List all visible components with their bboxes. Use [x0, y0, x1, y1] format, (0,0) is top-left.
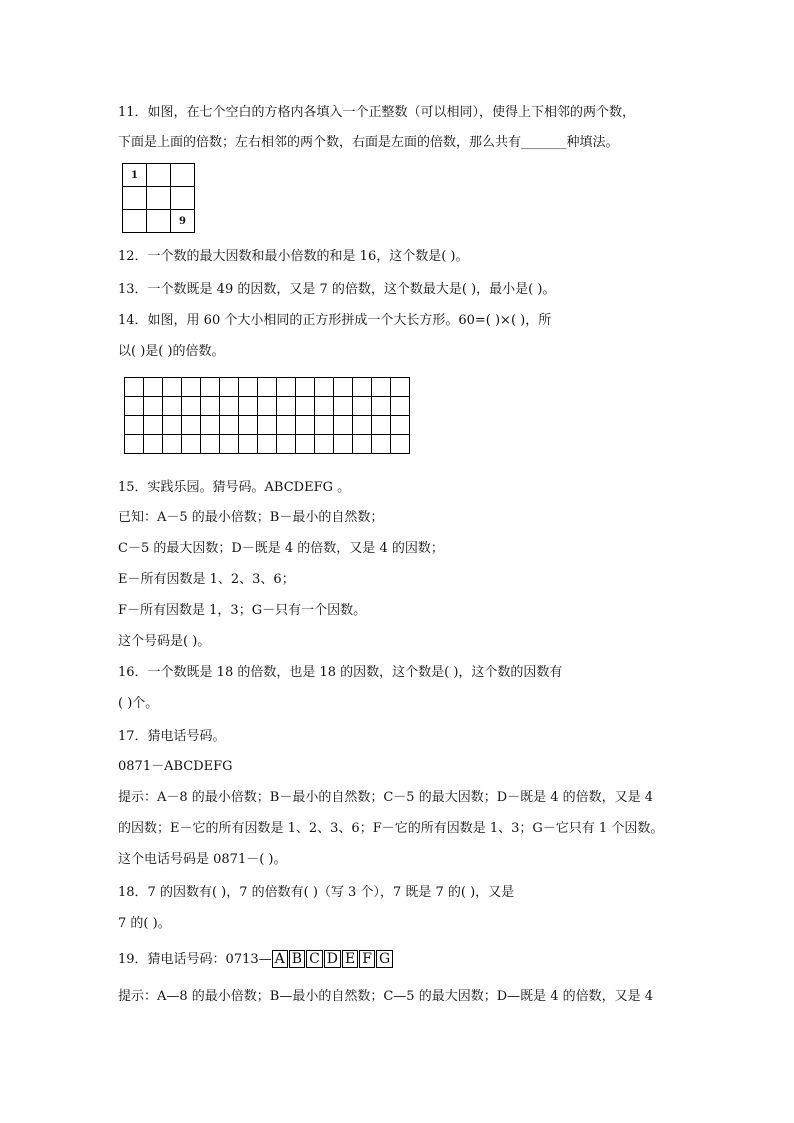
- grid-square: [163, 378, 182, 397]
- grid-square: [296, 397, 315, 416]
- q16-line1: 16．一个数既是 18 的倍数，也是 18 的因数，这个数是( )，这个数的因数有: [118, 665, 563, 680]
- grid-square: [163, 435, 182, 454]
- grid-square: [391, 397, 410, 416]
- grid-square: [258, 435, 277, 454]
- grid-square: [315, 397, 334, 416]
- grid-square: [182, 416, 201, 435]
- grid-square: [391, 416, 410, 435]
- q19-letter-box: A: [272, 950, 288, 968]
- q15-line4: E－所有因数是 1、2、3、6；: [118, 572, 295, 587]
- q11-cell: [123, 210, 147, 233]
- grid-square: [125, 397, 144, 416]
- q15-line2: 已知：A－5 的最小倍数；B－最小的自然数；: [118, 510, 384, 525]
- q18-line2: 7 的( )。: [118, 916, 171, 931]
- grid-square: [125, 378, 144, 397]
- grid-square: [315, 416, 334, 435]
- q19-letter-box: F: [359, 950, 375, 968]
- grid-square: [220, 416, 239, 435]
- grid-square: [277, 397, 296, 416]
- grid-square: [144, 435, 163, 454]
- grid-square: [372, 416, 391, 435]
- q14-line2: 以( )是( )的倍数。: [118, 344, 225, 359]
- grid-square: [258, 378, 277, 397]
- grid-square: [239, 416, 258, 435]
- grid-square: [353, 416, 372, 435]
- q11-cell: 1: [123, 164, 147, 187]
- q17-line4: 的因数；E－它的所有因数是 1、2、3、6；F－它的所有因数是 1、3；G－它只有 1 个因数。: [118, 821, 664, 836]
- grid-square: [296, 378, 315, 397]
- grid-row: [125, 416, 410, 435]
- grid-row: [125, 435, 410, 454]
- grid-square: [372, 397, 391, 416]
- q11-cell: 9: [171, 210, 195, 233]
- grid-square: [163, 397, 182, 416]
- grid-square: [277, 416, 296, 435]
- grid-square: [182, 378, 201, 397]
- grid-square: [201, 416, 220, 435]
- q19-prefix: 19．猜电话号码：0713—: [118, 952, 272, 967]
- q19-letter-box: C: [306, 950, 323, 968]
- q11-cell: [147, 187, 171, 210]
- q15-line1: 15．实践乐园。猜号码。ABCDEFG 。: [118, 480, 351, 495]
- grid-square: [144, 416, 163, 435]
- grid-square: [334, 416, 353, 435]
- q11-grid: [122, 163, 195, 233]
- q12-line: 12．一个数的最大因数和最小倍数的和是 16，这个数是( )。: [118, 249, 469, 264]
- q16-line2: ( )个。: [118, 696, 159, 711]
- q17-line5: 这个电话号码是 0871－( )。: [118, 852, 287, 867]
- q11-cell: [171, 164, 195, 187]
- q19-line1: [118, 950, 394, 969]
- q15-line6: 这个号码是( )。: [118, 634, 211, 649]
- q14-line1: 14．如图，用 60 个大小相同的正方形拼成一个大长方形。60=( )×( )，所: [118, 313, 552, 328]
- grid-square: [334, 435, 353, 454]
- grid-square: [315, 378, 334, 397]
- q11-line2: 下面是上面的倍数；左右相邻的两个数，右面是左面的倍数，那么共有_______种填法。: [118, 135, 619, 150]
- grid-square: [125, 435, 144, 454]
- grid-square: [296, 416, 315, 435]
- q15-line3: C－5 的最大因数；D－既是 4 的倍数，又是 4 的因数；: [118, 541, 444, 556]
- q19-letter-box: B: [289, 950, 305, 968]
- grid-square: [220, 397, 239, 416]
- grid-square: [239, 378, 258, 397]
- grid-square: [315, 435, 334, 454]
- q15-line5: F－所有因数是 1，3；G－只有一个因数。: [118, 603, 367, 618]
- q11-cell: [147, 210, 171, 233]
- grid-square: [144, 378, 163, 397]
- grid-square: [391, 378, 410, 397]
- q11-cell: [147, 164, 171, 187]
- grid-square: [372, 435, 391, 454]
- grid-square: [391, 435, 410, 454]
- grid-square: [258, 416, 277, 435]
- grid-square: [277, 435, 296, 454]
- q19-letter-box: G: [376, 950, 393, 968]
- grid-square: [353, 435, 372, 454]
- grid-square: [201, 397, 220, 416]
- grid-square: [277, 378, 296, 397]
- q19-letter-box: D: [324, 950, 341, 968]
- q17-line1: 17．猜电话号码。: [118, 729, 226, 744]
- grid-square: [144, 397, 163, 416]
- grid-square: [239, 397, 258, 416]
- q19-letter-boxes: [272, 950, 395, 969]
- grid-square: [334, 397, 353, 416]
- grid-square: [220, 435, 239, 454]
- q17-line3: 提示：A－8 的最小倍数；B－最小的自然数；C－5 的最大因数；D－既是 4 的倍数，又是 4: [118, 790, 654, 805]
- grid-square: [201, 435, 220, 454]
- q11-line1: 11．如图，在七个空白的方格内各填入一个正整数（可以相同），使得上下相邻的两个数，: [118, 105, 636, 120]
- grid-square: [125, 416, 144, 435]
- grid-square: [239, 435, 258, 454]
- grid-square: [334, 378, 353, 397]
- q18-line1: 18．7 的因数有( )，7 的倍数有( )（写 3 个），7 既是 7 的( )，又是: [118, 885, 515, 900]
- grid-square: [353, 397, 372, 416]
- q17-line2: 0871－ABCDEFG: [118, 759, 233, 774]
- q19-letter-box: E: [342, 950, 358, 968]
- grid-row: [125, 378, 410, 397]
- grid-square: [163, 416, 182, 435]
- grid-square: [258, 397, 277, 416]
- grid-square: [372, 378, 391, 397]
- q11-cell: [123, 187, 147, 210]
- grid-row: [125, 397, 410, 416]
- grid-square: [220, 378, 239, 397]
- q19-line2: 提示：A—8 的最小倍数；B—最小的自然数；C—5 的最大因数；D—既是 4 的倍数，又是 4: [118, 989, 654, 1004]
- q11-cell: [171, 187, 195, 210]
- grid-square: [353, 378, 372, 397]
- q13-line: 13．一个数既是 49 的因数，又是 7 的倍数，这个数最大是( )，最小是( )。: [118, 282, 556, 297]
- grid-square: [296, 435, 315, 454]
- grid-square: [182, 397, 201, 416]
- grid-square: [201, 378, 220, 397]
- grid-square: [182, 435, 201, 454]
- q14-rectangle-grid: [124, 377, 410, 454]
